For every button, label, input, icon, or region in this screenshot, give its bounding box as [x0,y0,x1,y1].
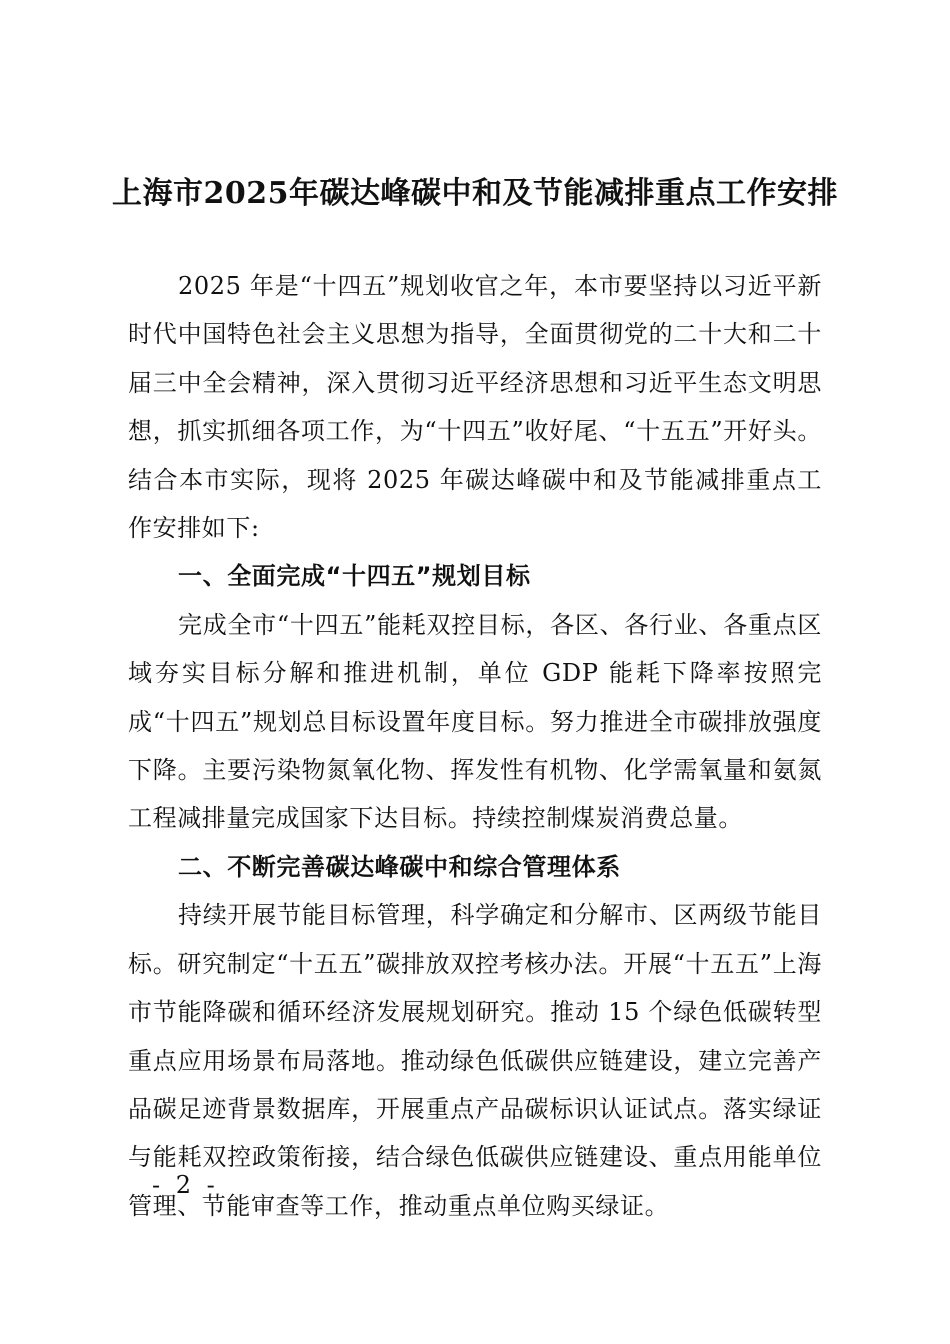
section-paragraph-2: 持续开展节能目标管理，科学确定和分解市、区两级节能目标。研究制定“十五五”碳排放双控考核办法。开展“十五五”上海市节能降碳和循环经济发展规划研究。推动 15 个绿色低碳转型重点应用场景布局落地。推动绿色低碳供应链建设，建立完善产品碳足迹背景数据库，开展重点产品碳标识认证试点。落实绿证与能耗双控政策衔接，结合绿色低碳供应链建设、重点用能单位管理、节能审查等工作，推动重点单位购买绿证。 [128,901,822,1220]
section-heading-2: 二、不断完善碳达峰碳中和综合管理体系 [178,852,621,881]
document-body [128,262,822,1230]
document-title: 上海市2025年碳达峰碳中和及节能减排重点工作安排 [112,176,838,211]
section-heading-1: 一、全面完成“十四五”规划目标 [178,562,531,591]
page-number: - 2 - [152,1171,219,1199]
intro-paragraph: 2025 年是“十四五”规划收官之年，本市要坚持以习近平新时代中国特色社会主义思想为指导，全面贯彻党的二十大和二十届三中全会精神，深入贯彻习近平经济思想和习近平生态文明思想，抓实抓细各项工作，为“十四五”收好尾、“十五五”开好头。结合本市实际，现将 2025 年碳达峰碳中和及节能减排重点工作安排如下: [128,272,822,543]
section-paragraph-1: 完成全市“十四五”能耗双控目标，各区、各行业、各重点区域夯实目标分解和推进机制，单位 GDP 能耗下降率按照完成“十四五”规划总目标设置年度目标。努力推进全市碳排放强度下降。主要污染物氮氧化物、挥发性有机物、化学需氧量和氨氮工程减排量完成国家下达目标。持续控制煤炭消费总量。 [128,610,822,833]
